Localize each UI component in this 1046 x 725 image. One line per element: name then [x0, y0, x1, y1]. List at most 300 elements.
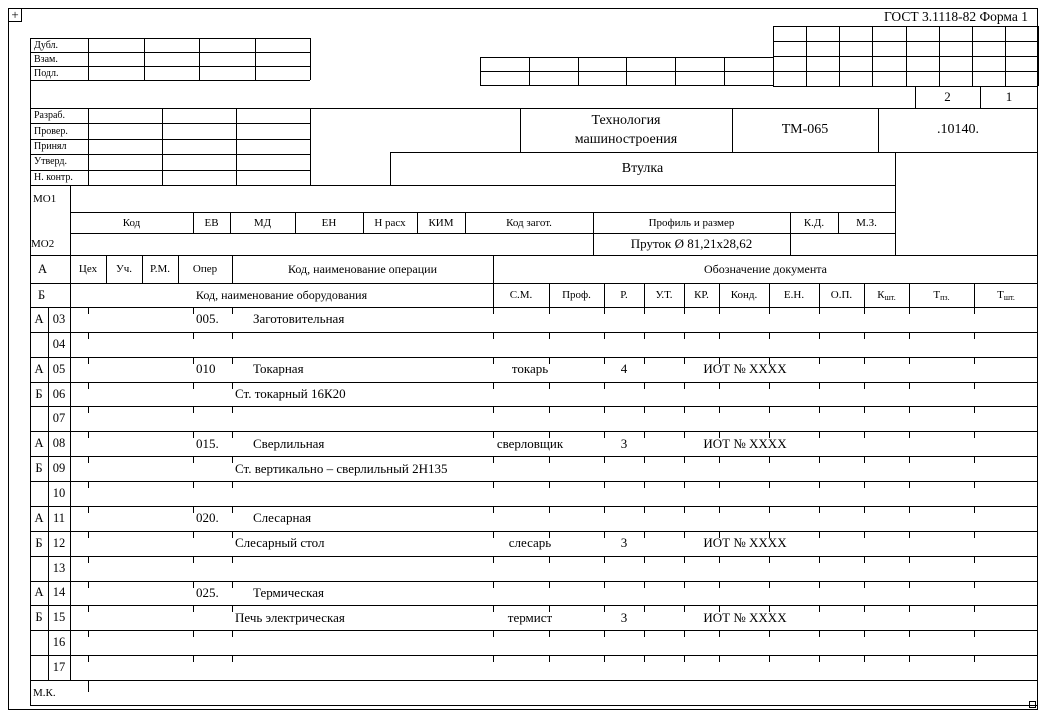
- form-line: [30, 680, 1038, 681]
- form-line: [684, 655, 685, 662]
- form-line: [193, 581, 194, 588]
- form-line: [724, 57, 725, 85]
- form-line: [232, 255, 233, 283]
- b-column-header: [605, 284, 643, 306]
- form-line: [684, 456, 685, 463]
- worker-grade: 3: [620, 535, 628, 551]
- form-line: [30, 382, 1038, 383]
- approval-row-label: Утверд.: [34, 156, 68, 168]
- form-line: [1038, 26, 1039, 86]
- worker-grade: 4: [620, 361, 628, 377]
- registration-cross-icon: +: [8, 8, 22, 22]
- form-line: [193, 332, 194, 339]
- form-line: [30, 38, 310, 39]
- equipment-column-header: Код, наименование оборудования: [195, 287, 368, 302]
- form-line: [193, 406, 194, 413]
- row-line-number: 12: [52, 535, 66, 550]
- b-column-header: [494, 284, 548, 306]
- form-line: [684, 581, 685, 588]
- form-line: [719, 630, 720, 637]
- form-line: [906, 26, 907, 86]
- worker-profession: термист: [507, 609, 553, 625]
- form-line: [30, 556, 1038, 557]
- form-line: [769, 456, 770, 463]
- material-column-header: КИМ: [428, 216, 454, 229]
- form-line: [864, 630, 865, 637]
- form-line: [872, 26, 873, 86]
- form-line: [644, 581, 645, 588]
- form-line: [972, 26, 973, 86]
- form-line: [162, 108, 163, 185]
- form-line: [88, 506, 89, 513]
- form-line: [773, 86, 1038, 87]
- form-line: [232, 456, 233, 463]
- form-line: [909, 406, 910, 413]
- form-line: [684, 506, 685, 513]
- form-line: [644, 655, 645, 662]
- form-line: [864, 431, 865, 438]
- form-line: [909, 506, 910, 513]
- form-line: [549, 506, 550, 513]
- form-line: [819, 332, 820, 339]
- form-line: [480, 57, 481, 85]
- b-column-header: [550, 284, 603, 306]
- b-column-header-main: Т: [933, 289, 941, 301]
- form-line: [684, 556, 685, 563]
- row-line-number: 04: [52, 336, 66, 351]
- b-column-header: [770, 284, 818, 306]
- form-line: [193, 307, 194, 314]
- form-line: [604, 332, 605, 339]
- form-line: [88, 630, 89, 637]
- form-line: [644, 406, 645, 413]
- row-line-number: 05: [52, 361, 66, 376]
- form-line: [769, 506, 770, 513]
- form-line: [549, 481, 550, 488]
- form-line: [864, 357, 865, 364]
- form-line: [70, 255, 71, 680]
- safety-document-ref: ИОТ № ХХХХ: [703, 609, 787, 625]
- worker-profession: слесарь: [508, 535, 552, 551]
- form-line: [30, 581, 1038, 582]
- part-name: Втулка: [621, 160, 664, 176]
- form-line: [193, 531, 194, 538]
- b-column-header-main: Е.Н.: [783, 289, 805, 301]
- form-line: [769, 655, 770, 662]
- form-line: [644, 556, 645, 563]
- form-line: [193, 556, 194, 563]
- form-line: [769, 556, 770, 563]
- form-line: [236, 108, 237, 185]
- b-column-header: [975, 284, 1037, 306]
- form-line: [895, 152, 896, 255]
- form-line: [30, 307, 1038, 308]
- form-line: [88, 680, 89, 692]
- form-line: [719, 581, 720, 588]
- form-line: [193, 431, 194, 438]
- form-line: [232, 581, 233, 588]
- form-line: [974, 332, 975, 339]
- form-line: [675, 57, 676, 85]
- form-line: [769, 581, 770, 588]
- b-column-header: [865, 284, 908, 306]
- row-type-letter: А: [34, 361, 44, 376]
- form-line: [864, 506, 865, 513]
- form-line: [864, 332, 865, 339]
- form-line: [604, 506, 605, 513]
- form-line: [819, 630, 820, 637]
- form-line: [232, 531, 233, 538]
- form-line: [604, 581, 605, 588]
- row-line-number: 10: [52, 485, 66, 500]
- form-line: [769, 382, 770, 389]
- b-column-header: [685, 284, 718, 306]
- form-line: [549, 307, 550, 314]
- document-code: ТМ-065: [781, 122, 829, 137]
- form-line: [864, 481, 865, 488]
- b-column-header-main: У.Т.: [655, 289, 673, 301]
- form-line: [529, 57, 530, 85]
- equipment-name: Печь электрическая: [235, 609, 345, 625]
- form-line: [88, 456, 89, 463]
- form-line: [769, 406, 770, 413]
- material-column-header: К.Д.: [803, 216, 825, 229]
- form-line: [493, 456, 494, 463]
- worker-profession: сверловщик: [496, 435, 564, 451]
- form-line: [909, 581, 910, 588]
- form-line: [549, 655, 550, 662]
- form-line: [644, 431, 645, 438]
- form-line: [769, 332, 770, 339]
- row-line-number: 17: [52, 660, 66, 675]
- form-line: [193, 655, 194, 662]
- b-column-header: [645, 284, 683, 306]
- operation-column-header: Код, наименование операции: [287, 261, 438, 276]
- form-line: [719, 382, 720, 389]
- duplicate-row-label: Взам.: [34, 53, 58, 65]
- b-column-header: [820, 284, 863, 306]
- form-line: [549, 406, 550, 413]
- form-line: [30, 630, 1038, 631]
- form-line: [549, 630, 550, 637]
- form-line: [644, 332, 645, 339]
- worker-profession: токарь: [511, 361, 549, 377]
- row-type-b-label: Б: [38, 287, 46, 302]
- document-column-header: Обозначение документа: [704, 261, 827, 276]
- form-line: [88, 605, 89, 612]
- form-line: [604, 655, 605, 662]
- form-line: [30, 456, 1038, 457]
- form-line: [70, 233, 895, 234]
- form-line: [909, 531, 910, 538]
- row-line-number: 15: [52, 610, 66, 625]
- form-line: [974, 605, 975, 612]
- form-line: [974, 556, 975, 563]
- row-line-number: 06: [52, 386, 66, 401]
- operation-code: 010: [196, 361, 216, 377]
- form-line: [604, 456, 605, 463]
- form-line: [974, 655, 975, 662]
- form-line: [909, 655, 910, 662]
- form-line: [864, 307, 865, 314]
- form-line: [30, 332, 1038, 333]
- row-type-letter: А: [34, 311, 44, 326]
- form-line: [909, 605, 910, 612]
- form-line: [30, 66, 310, 67]
- form-line: [644, 456, 645, 463]
- form-line: [232, 556, 233, 563]
- form-line: [819, 481, 820, 488]
- operation-name: Заготовительная: [253, 311, 345, 327]
- form-line: [864, 406, 865, 413]
- row-line-number: 16: [52, 635, 66, 650]
- form-line: [974, 357, 975, 364]
- form-line: [88, 38, 89, 80]
- form-line: [819, 506, 820, 513]
- b-column-header-main: К: [877, 289, 885, 301]
- form-line: [684, 382, 685, 389]
- form-line: [88, 531, 89, 538]
- form-line: [30, 655, 1038, 656]
- safety-document-ref: ИОТ № ХХХХ: [703, 535, 787, 551]
- row-type-letter: А: [34, 510, 44, 525]
- form-line: [1005, 26, 1006, 86]
- form-line: [864, 531, 865, 538]
- form-line: [909, 481, 910, 488]
- form-line: [549, 382, 550, 389]
- form-line: [193, 630, 194, 637]
- discipline-title: Технология машиностроения: [574, 113, 678, 147]
- form-line: [909, 556, 910, 563]
- form-line: [30, 80, 310, 81]
- form-line: [644, 481, 645, 488]
- operation-name: Сверлильная: [253, 435, 325, 451]
- form-line: [604, 556, 605, 563]
- safety-document-ref: ИОТ № ХХХХ: [703, 361, 787, 377]
- b-column-header-main: Проф.: [562, 289, 591, 301]
- form-line: [232, 382, 233, 389]
- form-line: [193, 382, 194, 389]
- b-column-header-main: О.П.: [830, 289, 853, 301]
- row-type-letter: Б: [35, 535, 43, 550]
- form-line: [88, 307, 89, 314]
- form-line: [819, 456, 820, 463]
- form-line: [390, 152, 1038, 153]
- row-type-letter: А: [34, 436, 44, 451]
- b-column-header-sub: шт.: [884, 292, 896, 302]
- form-line: [30, 705, 1038, 706]
- form-line: [684, 332, 685, 339]
- form-line: [974, 431, 975, 438]
- form-line: [30, 406, 1038, 407]
- row-type-a-label: А: [38, 261, 48, 276]
- form-line: [939, 26, 940, 86]
- form-line: [88, 406, 89, 413]
- b-column-header-sub: шт.: [1003, 292, 1015, 302]
- row-type-letter: Б: [35, 386, 43, 401]
- material-column-header: ЕН: [321, 216, 337, 229]
- form-line: [255, 38, 256, 80]
- form-line: [88, 556, 89, 563]
- form-line: [30, 139, 310, 140]
- operation-code: 015.: [196, 435, 219, 451]
- equipment-name: Ст. вертикально – сверлильный 2Н135: [235, 460, 448, 476]
- form-line: [88, 481, 89, 488]
- form-line: [644, 630, 645, 637]
- b-column-header-sub: пз.: [940, 292, 950, 302]
- form-line: [232, 506, 233, 513]
- b-column-header-main: Конд.: [730, 289, 758, 301]
- form-line: [864, 456, 865, 463]
- mo1-row-label: МО1: [33, 192, 57, 205]
- form-line: [493, 332, 494, 339]
- row-line-number: 13: [52, 560, 66, 575]
- b-column-header-main: С.М.: [509, 289, 533, 301]
- form-line: [390, 152, 391, 185]
- form-line: [310, 108, 311, 185]
- form-line: [626, 57, 627, 85]
- form-line: [878, 108, 879, 152]
- form-line: [604, 630, 605, 637]
- form-line: [644, 357, 645, 364]
- material-column-header: Профиль и размер: [648, 216, 735, 229]
- row-type-letter: А: [34, 585, 44, 600]
- form-line: [232, 406, 233, 413]
- form-line: [769, 630, 770, 637]
- form-line: [644, 307, 645, 314]
- form-line: [864, 556, 865, 563]
- sheet-number: 1: [1005, 89, 1013, 104]
- material-column-header: М.З.: [856, 216, 877, 229]
- form-line: [719, 307, 720, 314]
- form-line: [493, 406, 494, 413]
- form-line: [88, 332, 89, 339]
- form-line: [193, 506, 194, 513]
- form-line: [719, 655, 720, 662]
- form-line: [684, 406, 685, 413]
- form-line: [549, 332, 550, 339]
- form-line: [980, 86, 981, 108]
- form-line: [974, 382, 975, 389]
- row-line-number: 08: [52, 436, 66, 451]
- form-line: [719, 556, 720, 563]
- form-line: [493, 655, 494, 662]
- form-line: [193, 357, 194, 364]
- form-line: [719, 481, 720, 488]
- form-line: [88, 108, 89, 185]
- form-line: [974, 630, 975, 637]
- a-column-header: Уч.: [115, 263, 133, 275]
- material-column-header: Код загот.: [506, 216, 552, 229]
- form-line: [493, 307, 494, 314]
- form-line: [684, 307, 685, 314]
- form-line: [88, 431, 89, 438]
- form-line: [604, 406, 605, 413]
- row-line-number: 03: [52, 311, 66, 326]
- material-column-header: ЕВ: [204, 216, 219, 229]
- equipment-name: Ст. токарный 16К20: [235, 386, 346, 402]
- form-line: [549, 556, 550, 563]
- safety-document-ref: ИОТ № ХХХХ: [703, 435, 787, 451]
- form-line: [819, 307, 820, 314]
- row-line-number: 11: [52, 510, 66, 525]
- form-line: [974, 506, 975, 513]
- form-line: [549, 581, 550, 588]
- b-column-header-main: Т: [997, 289, 1004, 301]
- approval-row-label: Разраб.: [34, 110, 65, 122]
- form-line: [909, 307, 910, 314]
- form-line: [974, 531, 975, 538]
- form-line: [493, 556, 494, 563]
- form-line: [909, 431, 910, 438]
- form-line: [232, 307, 233, 314]
- operation-code: 025.: [196, 584, 219, 600]
- operation-name: Термическая: [253, 584, 324, 600]
- worker-grade: 3: [620, 609, 628, 625]
- form-line: [719, 456, 720, 463]
- form-line: [30, 108, 1038, 109]
- form-line: [30, 185, 895, 186]
- form-line: [193, 456, 194, 463]
- approval-row-label: Н. контр.: [34, 171, 73, 183]
- form-line: [909, 630, 910, 637]
- form-line: [719, 406, 720, 413]
- operation-name: Токарная: [253, 361, 304, 377]
- form-line: [974, 456, 975, 463]
- form-line: [806, 26, 807, 86]
- approval-row-label: Принял: [34, 140, 67, 152]
- form-line: [193, 481, 194, 488]
- mk-footer-label: М.К.: [33, 686, 56, 699]
- equipment-name: Слесарный стол: [235, 535, 325, 551]
- operation-code: 020.: [196, 510, 219, 526]
- form-line: [974, 481, 975, 488]
- form-line: [684, 481, 685, 488]
- form-line: [864, 655, 865, 662]
- form-line: [30, 123, 310, 124]
- blank-profile-size: Пруток Ø 81,21х28,62: [630, 236, 753, 251]
- worker-grade: 3: [620, 435, 628, 451]
- form-line: [819, 556, 820, 563]
- form-line: [88, 581, 89, 588]
- duplicate-row-label: Подл.: [34, 67, 59, 79]
- form-line: [719, 506, 720, 513]
- duplicate-row-label: Дубл.: [34, 39, 59, 51]
- form-line: [644, 382, 645, 389]
- material-column-header: Н расх: [374, 216, 406, 229]
- form-line: [493, 630, 494, 637]
- form-line: [732, 108, 733, 152]
- operation-name: Слесарная: [253, 510, 312, 526]
- form-line: [974, 581, 975, 588]
- form-line: [915, 86, 916, 108]
- form-line: [493, 481, 494, 488]
- form-line: [199, 38, 200, 80]
- form-line: [864, 581, 865, 588]
- approval-row-label: Провер.: [34, 125, 68, 137]
- form-line: [773, 26, 774, 86]
- form-line: [864, 382, 865, 389]
- form-line: [144, 38, 145, 80]
- form-line: [909, 382, 910, 389]
- form-line: [232, 431, 233, 438]
- form-line: [30, 481, 1038, 482]
- form-line: [974, 406, 975, 413]
- operation-code: 005.: [196, 311, 219, 327]
- form-line: [839, 26, 840, 86]
- form-line: [480, 85, 773, 86]
- form-line: [909, 357, 910, 364]
